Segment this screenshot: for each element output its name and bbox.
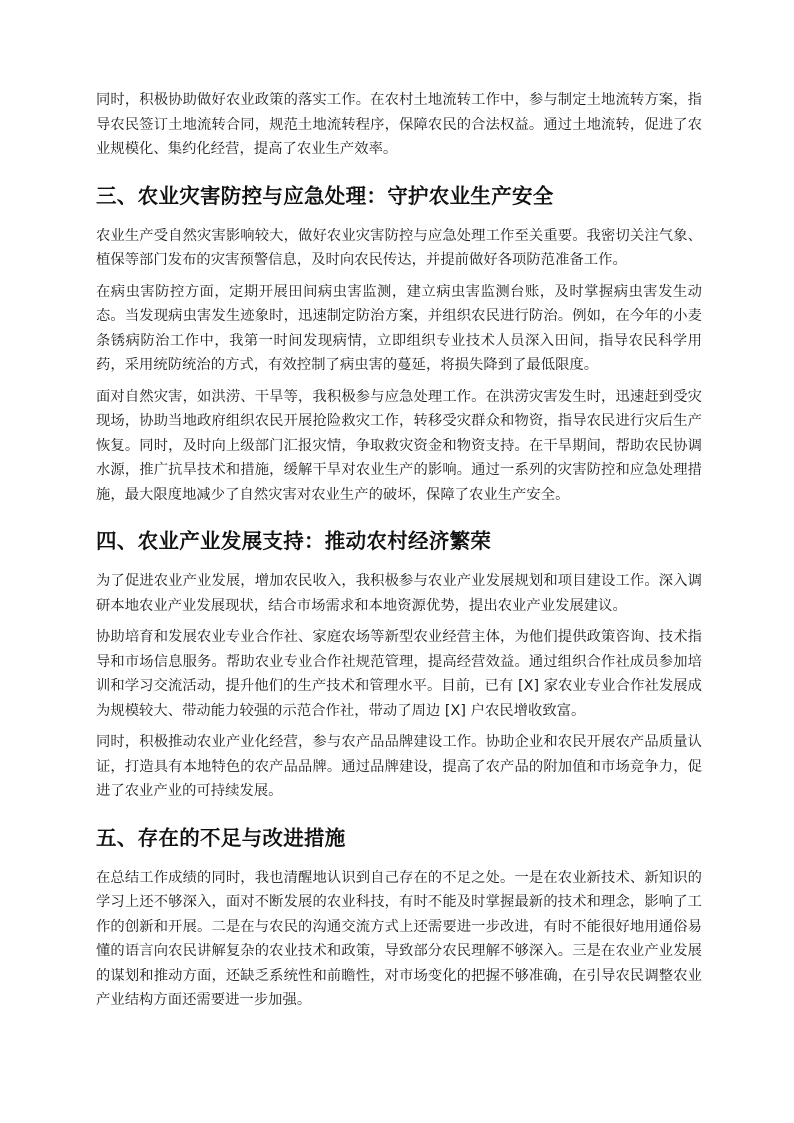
paragraph: 在病虫害防控方面，定期开展田间病虫害监测，建立病虫害监测台账，及时掌握病虫害发生动态。当发现病虫害发生迹象时，迅速制定防治方案，并组织农民进行防治。例如，在今年的小麦条锈病防治工作中，我第一时间发现病情，立即组织专业技术人员深入田间，指导农民科学用药，采用统防统治的方式，有效控制了病虫害的蔓延，将损失降到了最低限度。 <box>96 283 702 373</box>
section-heading: 四、农业产业发展支持：推动农村经济繁荣 <box>96 529 492 553</box>
section-industry-support <box>96 526 702 804</box>
paragraph: 协助培育和发展农业专业合作社、家庭农场等新型农业经营主体，为他们提供政策咨询、技术指导和市场信息服务。帮助农业专业合作社规范管理，提高经营效益。通过组织合作社成员参加培训和学习交流活动，提升他们的生产技术和管理水平。目前，已有 [X] 家农业专业合作社发展成为规模较大、带动能力较强的示范合作社，带动了周边 [X] 户农民增收致富。 <box>96 629 702 719</box>
paragraph: 同时，积极推动农业产业化经营，参与农产品品牌建设工作。协助企业和农民开展农产品质量认证，打造具有本地特色的农产品品牌。通过品牌建设，提高了农产品的附加值和市场竞争力，促进了农业产业的可持续发展。 <box>96 734 702 799</box>
section-shortcomings <box>96 823 702 1013</box>
paragraph: 农业生产受自然灾害影响较大，做好农业灾害防控与应急处理工作至关重要。我密切关注气象、植保等部门发布的灾害预警信息，及时向农民传达，并提前做好各项防范准备工作。 <box>96 227 702 268</box>
section-heading: 五、存在的不足与改进措施 <box>96 825 346 850</box>
intro-section <box>96 88 702 162</box>
paragraph: 同时，积极协助做好农业政策的落实工作。在农村土地流转工作中，参与制定土地流转方案，指导农民签订土地流转合同，规范土地流转程序，保障农民的合法权益。通过土地流转，促进了农业规模化、集约化经营，提高了农业生产效率。 <box>96 92 702 157</box>
section-heading: 三、农业灾害防控与应急处理：守护农业生产安全 <box>96 183 554 208</box>
document-page <box>96 88 702 1020</box>
section-disaster-prevention <box>96 181 702 508</box>
paragraph: 为了促进农业产业发展，增加农民收入，我积极参与农业产业发展规划和项目建设工作。深入调研本地农业产业发展现状，结合市场需求和本地资源优势，提出农业产业发展建议。 <box>96 573 702 614</box>
paragraph: 面对自然灾害，如洪涝、干旱等，我积极参与应急处理工作。在洪涝灾害发生时，迅速赶到受灾现场，协助当地政府组织农民开展抢险救灾工作，转移受灾群众和物资，指导农民进行灾后生产恢复。同时，及时向上级部门汇报灾情，争取救灾资金和物资支持。在干旱期间，帮助农民协调水源，推广抗旱技术和措施，缓解干旱对农业生产的影响。通过一系列的灾害防控和应急处理措施，最大限度地减少了自然灾害对农业生产的破坏，保障了农业生产安全。 <box>96 388 702 503</box>
paragraph: 在总结工作成绩的同时，我也清醒地认识到自己存在的不足之处。一是在农业新技术、新知识的学习上还不够深入，面对不断发展的农业科技，有时不能及时掌握最新的技术和理念，影响了工作的创新和开展。二是在与农民的沟通交流方式上还需要进一步改进，有时不能很好地用通俗易懂的语言向农民讲解复杂的农业技术和政策，导致部分农民理解不够深入。三是在农业产业发展的谋划和推动方面，还缺乏系统性和前瞻性，对市场变化的把握不够准确，在引导农民调整农业产业结构方面还需要进一步加强。 <box>96 869 702 1008</box>
